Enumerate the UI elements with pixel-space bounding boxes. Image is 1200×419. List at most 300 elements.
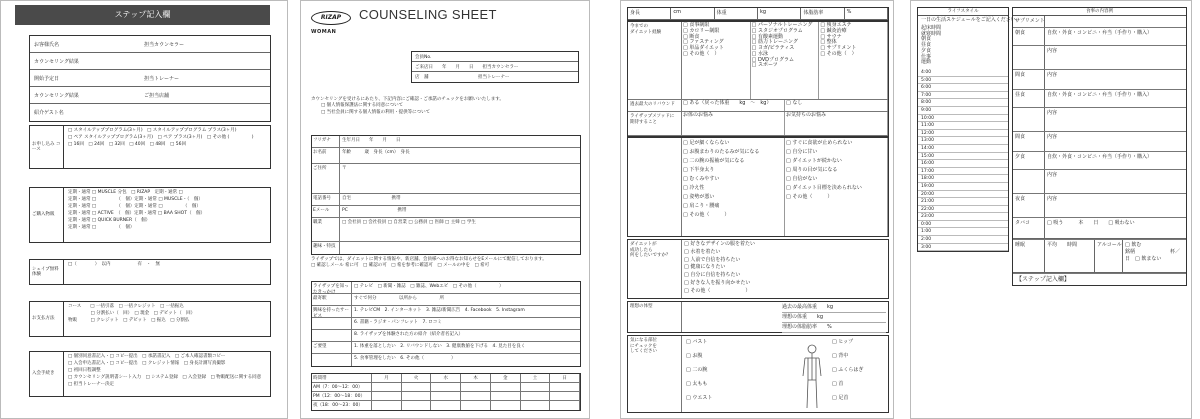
option-item: □ パーソナルトレーニング — [751, 22, 813, 28]
payment-line: コース □ 一括引落 □ 一括クレジット □ 一括振込 — [68, 304, 184, 309]
document-page-step-entry — [0, 0, 288, 419]
worries-group — [682, 138, 888, 236]
profile-label: お名前 — [312, 148, 340, 163]
survey-line: □ 確認しメール 希に可 □ 確認の可 □ 希を参考に確認可 □ メールの中を □ 希可 — [311, 263, 490, 269]
profile-label: 職業 — [312, 218, 340, 241]
lifestyle-item: 昼食 — [921, 42, 932, 48]
profile-row — [312, 194, 580, 206]
document-page-counseling-sheet — [300, 0, 590, 419]
question-row — [312, 342, 580, 354]
options-group — [682, 22, 888, 99]
schedule-cell — [461, 383, 491, 391]
profile-value: PC 携帯 — [342, 208, 407, 213]
option-item: □ 整体 — [820, 39, 837, 46]
option-item: □ ある（戻った体重 kg ～ kg） — [683, 100, 772, 106]
worry-item: □ 下半身太り — [683, 167, 715, 173]
meal-label — [1013, 46, 1045, 69]
footer-note: 【ステップ記入欄】 — [1016, 276, 1070, 283]
lifestyle-item: 運動 — [921, 59, 932, 66]
goal-item: □ 健康になりたい — [684, 264, 726, 271]
question-label — [312, 330, 352, 341]
meal-label: 夕食 — [1013, 152, 1045, 169]
visit-info-row: ご来店日 年 月 日 担当カウンセラー — [412, 62, 578, 72]
schedule-cell — [491, 392, 521, 400]
time-slot: 23:00 — [918, 213, 1008, 221]
worry-item: □ その他（ ） — [786, 194, 833, 200]
entry-check: □ カウンセリング説明書シート入力 □ システム登録 □ 入会登録 □ 物販配送に関する同意 — [68, 374, 262, 380]
schedule-header-cell: 木 — [461, 374, 491, 382]
lifestyle-item: 仕事 — [921, 53, 932, 60]
meal-label — [1013, 108, 1045, 131]
meal-value: 内容 — [1047, 72, 1058, 78]
purchase-line: 定期・通常 □ （ 個）定期・通常 □ （ 個） — [68, 203, 201, 209]
document-page-lifestyle — [910, 0, 1192, 419]
diet-row — [628, 22, 888, 100]
meal-row — [1013, 132, 1186, 152]
body-part-checkbox: □ ふくらはぎ — [832, 367, 864, 373]
options-column — [682, 100, 785, 111]
diet-row — [628, 112, 888, 136]
time-slot: 21:00 — [918, 198, 1008, 206]
worry-item: □ 二の腕の振袖が気になる — [683, 158, 745, 164]
body-part-checkbox: □ 首 — [832, 381, 844, 387]
section-label: お申し込み コース — [30, 126, 64, 168]
schedule-cell — [461, 392, 491, 400]
meal-value: 自炊・外食・コンビニ・弁当（手作り・購入） — [1047, 154, 1153, 160]
schedule-cell — [402, 383, 432, 391]
schedule-note: 一日の生活スケジュールをご記入ください。 — [921, 17, 1021, 23]
purchase-line: 定期・通常 □ QUICK BURNER（ 個） — [68, 217, 151, 223]
profile-value: 年齢 歳 身長（cm） 身長 — [342, 150, 410, 155]
worries-column — [785, 138, 888, 236]
page-title: COUNSELING SHEET — [359, 7, 497, 22]
meal-value — [1045, 16, 1186, 27]
time-slot: 6:00 — [918, 84, 1008, 92]
options-group — [682, 112, 888, 135]
schedule-cell — [550, 401, 580, 410]
question-label — [312, 318, 352, 329]
profile-row — [312, 206, 580, 218]
schedule-header-cell: 月 — [372, 374, 402, 382]
schedule-time: PM（12：00～18：00） — [312, 392, 372, 400]
form-label: カウンセリング結果 — [34, 92, 79, 99]
question-answer: 6. 書籍・ラジオ・パンフレット 7. ロコミ — [354, 320, 442, 325]
profile-label: Eメール — [312, 206, 340, 217]
worry-item: □ すぐに食欲が止められない — [786, 140, 853, 146]
option-item: □ ヨガ/ピラティス — [751, 45, 795, 51]
form-value: 担当トレーナー — [144, 75, 180, 82]
option-item: □ 断食 — [683, 33, 700, 40]
option-item: □ ファスティング — [683, 39, 724, 46]
schedule-cell — [491, 401, 521, 410]
time-slot: 4:00 — [918, 69, 1008, 77]
meal-row — [1013, 70, 1186, 90]
time-slot: 18:00 — [918, 175, 1008, 183]
schedule-row — [312, 401, 580, 410]
schedule-cell — [491, 383, 521, 391]
lifestyle-item: 就寝時間 — [921, 30, 942, 37]
section-header: 食事の内容例 — [1013, 8, 1186, 16]
body-silhouette-icon — [800, 344, 824, 410]
course-option: □ 16回 □ 24回 □ 32回 □ 40回 □ 48回 □ 56回 — [68, 141, 186, 147]
worry-item: □ 自分に甘い — [786, 149, 818, 155]
time-slot: 1:00 — [918, 228, 1008, 236]
section-label: 気になる部位 にチェックを してください — [628, 336, 682, 412]
schedule-cell — [372, 392, 402, 400]
meal-row — [1013, 90, 1186, 108]
intro-line: □ 個人情報保護法に関する同意について — [321, 103, 404, 109]
section-label: ダイエットが 成功したら 何をしたいですか？ — [628, 240, 682, 298]
schedule-header-cell: 水 — [431, 374, 461, 382]
page-title: ステップ記入欄 — [15, 5, 270, 25]
meal-label: 夜食 — [1013, 194, 1045, 217]
schedule-cell — [402, 392, 432, 400]
question-row — [312, 354, 580, 366]
lifestyle-item: 起床時間 — [921, 24, 942, 31]
document-page-diet-history — [620, 0, 894, 419]
goal-item: □ その他（ ） — [684, 287, 751, 294]
option-item: □ なし — [786, 100, 803, 106]
goals-table — [627, 239, 889, 299]
meal-value: 自炊・外食・コンビニ・弁当（手作り・購入） — [1047, 30, 1153, 36]
question-label: ご要望 — [312, 342, 352, 353]
option-item: □ その他（ ） — [683, 50, 720, 57]
schedule-row — [312, 392, 580, 401]
goal-item: □ 水着を着たい — [684, 248, 721, 255]
purchase-section — [29, 187, 271, 243]
schedule-time: 夜（18：00～23：00） — [312, 401, 372, 410]
shape-trial-section — [29, 259, 271, 285]
lifestyle-item: 朝食 — [921, 36, 932, 43]
schedule-header-row — [312, 374, 580, 383]
option-item: □ 痩身エステ — [820, 22, 852, 28]
form-label: 開始予定日 — [34, 75, 60, 82]
schedule-cell — [521, 383, 551, 391]
worry-item: □ 姿勢が悪い — [683, 194, 715, 200]
option-item: お気持ちのお悩み — [786, 112, 827, 118]
schedule-cell — [521, 392, 551, 400]
option-item: □ 鍼灸治療 — [820, 27, 847, 34]
entry-procedure-section — [29, 351, 271, 397]
time-slot: 19:00 — [918, 183, 1008, 191]
section-label: 過去最大のリバウンド — [628, 100, 682, 111]
body-part-checkbox: □ 足首 — [832, 395, 849, 401]
worry-item: □ 冷え性 — [683, 185, 705, 191]
time-slot: 11:00 — [918, 122, 1008, 130]
ideal-body-table — [627, 301, 889, 333]
question-answer: □ テレビ □ 新聞・雑誌 □ 雑誌、Webエビ □ その他（ ） — [354, 284, 504, 289]
purchase-line: 定期・通常 □ （ 個） — [68, 224, 135, 230]
profile-value — [340, 242, 580, 254]
question-row — [312, 330, 580, 342]
time-slot: 12:00 — [918, 130, 1008, 138]
time-slot: 9:00 — [918, 107, 1008, 115]
profile-value: 生年月日 年 月 日 — [342, 138, 401, 143]
profile-label: 趣味・特技 — [312, 242, 340, 254]
tobacco-label: タバコ — [1013, 218, 1045, 239]
worry-item: □ ダイエットが続かない — [786, 158, 842, 164]
purchase-line: 定期・通常 □ ACTIVE （ 個）定期・通常 □ BAA SHOT（ 個） — [68, 210, 205, 216]
meal-row — [1013, 194, 1186, 218]
mail-consent-text — [311, 257, 581, 270]
meal-label: 間食 — [1013, 70, 1045, 89]
time-slot: 2:00 — [918, 236, 1008, 244]
option-item: □ DVDプログラム — [751, 56, 794, 63]
worries-table — [627, 137, 889, 237]
payment-line: 物販 □ クレジット □ デビット □ 振込 □ 分割払 — [68, 317, 190, 323]
question-answer: 5. 食事管理をしたい 6. その他（ ） — [354, 356, 456, 361]
schedule-cell — [550, 392, 580, 400]
time-slot: 15:00 — [918, 153, 1008, 161]
meal-label — [1013, 170, 1045, 193]
measurement-cell: 体重 — [715, 8, 758, 20]
measurement-header — [627, 7, 889, 21]
section-label: 入会手続き — [30, 352, 64, 396]
diet-row — [628, 100, 888, 112]
customer-info-form — [29, 35, 271, 122]
rizap-logo: RIZAP — [311, 11, 351, 25]
ideal-row — [628, 302, 888, 332]
visit-info-row: 会員No. — [412, 52, 578, 62]
meal-row — [1013, 16, 1186, 28]
entry-check: □ 個別同意書記入・□ コピー提出 □ 承諾書記入 □ ご本人確認書類コピー — [68, 354, 226, 359]
time-slot: 0:00 — [918, 221, 1008, 229]
meal-label: 朝食 — [1013, 28, 1045, 45]
question-row — [312, 294, 580, 306]
ideal-values — [682, 302, 888, 332]
worry-item: □ むくみやすい — [683, 176, 720, 182]
worry-item: □ 自信がない — [786, 176, 818, 182]
payment-section — [29, 301, 271, 337]
time-slot: 3:00 — [918, 244, 1008, 252]
time-slot: 17:00 — [918, 168, 1008, 176]
options-column — [682, 112, 785, 135]
option-item: □ カロリー制限 — [683, 27, 720, 34]
course-section — [29, 125, 271, 169]
meal-label: サプリメント — [1013, 16, 1045, 27]
goal-item: □ 人前で自信を持ちたい — [684, 256, 741, 263]
meal-value: 内容 — [1047, 196, 1058, 202]
question-label: 最寄駅 — [312, 294, 352, 305]
option-item: □ 食事制限 — [683, 22, 710, 28]
time-slot: 22:00 — [918, 206, 1008, 214]
shape-line: □（ ） 以内 有 ・ 無 — [68, 262, 160, 267]
goals-list — [682, 240, 888, 298]
form-row — [30, 36, 270, 53]
alcohol-label: アルコール — [1095, 240, 1123, 273]
options-column — [682, 22, 751, 99]
body-part-checkbox: □ ヒップ — [832, 339, 854, 345]
meal-content-table — [1012, 7, 1187, 286]
options-group — [682, 100, 888, 111]
meal-value: 内容 — [1047, 110, 1058, 116]
form-row — [30, 104, 270, 121]
profile-value: □ 会社員 □ 会社役員 □ 自営業 □ 公務員 □ 医師 □ 主婦 □ 学生 — [342, 220, 476, 225]
worries-row — [628, 138, 888, 236]
schedule-cell — [431, 401, 461, 410]
schedule-cell — [550, 383, 580, 391]
worry-item: □ その他（ ） — [683, 212, 730, 218]
section-label: 今までの ダイエット経験 — [628, 22, 682, 99]
alcohol-value: □ 飲む 銘柄 杯／日 □ 飲まない — [1123, 240, 1186, 273]
measurement-cell: 身長 — [628, 8, 671, 20]
meal-value: 自炊・外食・コンビニ・弁当（手作り・購入） — [1047, 92, 1153, 98]
entry-check: □ 初回日程調整 — [68, 367, 101, 373]
worry-item: □ 周りの目が気になる — [786, 167, 838, 173]
options-column — [785, 112, 888, 135]
meal-row — [1013, 152, 1186, 170]
ideal-value: 理想の体脂肪率 % — [782, 323, 886, 333]
option-item: □ サウナ — [820, 33, 842, 40]
form-value: ご担当店舗 — [144, 92, 170, 99]
time-slot: 7:00 — [918, 92, 1008, 100]
body-part-checkbox: □ 太もも — [686, 381, 708, 387]
worries-column — [682, 138, 785, 236]
schedule-cell — [431, 392, 461, 400]
questionnaire-table — [311, 281, 581, 367]
profile-row — [312, 164, 580, 194]
question-row — [312, 306, 580, 318]
meal-value: 内容 — [1047, 172, 1058, 178]
form-label: 紹介ゲスト名 — [34, 110, 64, 116]
option-item: お体のお悩み — [683, 112, 714, 118]
measurement-cell: cm — [671, 8, 714, 20]
option-item: □ その他（ ） — [820, 50, 857, 57]
option-item: □ サプリメント — [820, 45, 857, 51]
schedule-header-cell: 時間帯 — [312, 374, 372, 382]
section-label — [628, 138, 682, 236]
time-slot: 5:00 — [918, 77, 1008, 85]
profile-row — [312, 148, 580, 164]
body-parts-table — [627, 335, 889, 413]
intro-text — [311, 97, 504, 116]
time-slot: 16:00 — [918, 160, 1008, 168]
measurement-cell: % — [845, 8, 888, 20]
profile-row — [312, 218, 580, 242]
profile-label: ご住所 — [312, 164, 340, 193]
page-subtitle: WOMAN — [311, 29, 337, 35]
worry-item: □ 肩こり・腰痛 — [683, 203, 720, 209]
ideal-value: 過去の最高体重 kg — [782, 303, 886, 313]
profile-label: 電話番号 — [312, 194, 340, 205]
sleep-value: 平均 時間 — [1045, 240, 1095, 273]
time-slot: 10:00 — [918, 115, 1008, 123]
form-row — [30, 87, 270, 104]
worry-item: □ お腹まわりのたるみが気になる — [683, 149, 760, 155]
option-item: □ 単品ダイエット — [683, 45, 724, 51]
question-label: 興味を持ったサービス — [312, 306, 352, 317]
meal-value: 内容 — [1047, 48, 1058, 54]
course-option: □ ペア スタイルアッププログラム(3ヶ月) □ ペア プラス(3ヶ月) □ その他 ( ) — [68, 134, 254, 140]
schedule-header-cell: 土 — [521, 374, 551, 382]
meal-row — [1013, 170, 1186, 194]
question-answer: すぐで何分 以所から 所 — [354, 296, 444, 301]
schedule-header-cell: 日 — [550, 374, 580, 382]
payment-line: □ 分割払い（ 回） □ 現金 □ デビット（ 回） — [68, 310, 196, 316]
meal-value: 内容 — [1047, 134, 1058, 140]
meal-label: 間食 — [1013, 132, 1045, 151]
options-column — [819, 22, 888, 99]
question-row — [312, 318, 580, 330]
measurement-cell: kg — [758, 8, 801, 20]
entry-check: □ 入会申込書記入・□ コピー提出 □ クレジット情報 □ 身長計測写真撮影 — [68, 360, 226, 366]
meal-row — [1013, 28, 1186, 46]
entry-check: □ 担当トレーナー決定 — [68, 381, 115, 387]
option-item: □ 筋力トレーニング — [751, 39, 798, 46]
meal-row — [1013, 108, 1186, 132]
profile-value: 〒 — [342, 166, 347, 171]
profile-table — [311, 135, 581, 255]
intro-line: □ 当社会員に関する個人情報の利用・提供等について — [321, 109, 431, 115]
worry-item: □ 足が細くならない — [683, 140, 730, 146]
time-slot: 8:00 — [918, 99, 1008, 107]
goal-item: □ 好きな人を振り向かせたい — [684, 279, 751, 286]
diet-experience-table — [627, 21, 889, 137]
body-part-checkbox: □ ウエスト — [686, 395, 713, 401]
section-label: シェイプ無料 体験 — [30, 260, 64, 284]
measurement-cell: 体脂肪率 — [801, 8, 844, 20]
option-item: □ 有酸素運動 — [751, 33, 783, 40]
meal-label: 昼食 — [1013, 90, 1045, 107]
profile-value: 自宅 携帯 — [342, 196, 401, 201]
visit-info-row: 店 舗 担当トレーナー — [415, 75, 510, 80]
body-part-checkbox: □ 背中 — [832, 353, 849, 359]
body-part-checkbox: □ バスト — [686, 339, 708, 345]
question-answer: 8. ライザップを体験された方の紹介（紹介者名記入） — [354, 332, 463, 337]
worry-item: □ ダイエット目標を決められない — [786, 185, 862, 191]
form-value: 担当カウンセラー — [144, 41, 185, 48]
options-column — [751, 22, 820, 99]
purchase-line: 定期・通常 □ MUSCLE 分包 □ RIZAP 定期・通常 □ — [68, 190, 183, 195]
schedule-table — [311, 373, 581, 411]
purchase-line: 定期・通常 □ （ 個）定期・通常 □ MUSCLE・（ 個） — [68, 196, 203, 202]
time-slot: 20:00 — [918, 191, 1008, 199]
section-label: ライザップメソッドに 期待すること — [628, 112, 682, 135]
meal-row — [1013, 46, 1186, 70]
sleep-label: 睡眠 — [1013, 240, 1045, 273]
profile-row — [312, 136, 580, 148]
visit-info-box — [411, 51, 579, 83]
lifestyle-item: 夕食 — [921, 47, 932, 54]
body-part-checkbox: □ 二の腕 — [686, 367, 708, 373]
profile-label: フリガナ — [312, 136, 340, 147]
profile-row — [312, 242, 580, 254]
schedule-cell — [461, 401, 491, 410]
tobacco-value: □ 吸う 本 日 □ 吸わない — [1045, 218, 1186, 239]
question-row — [312, 282, 580, 294]
goal-item: □ 自分に自信を持ちたい — [684, 272, 741, 278]
question-answer: 1. テレビCM 2. インターネット 3. 雑誌/新聞広告 4. Facebook 5. Instagram — [354, 308, 525, 313]
intro-line: カウンセリングを受けるにあたり、下記内容にご確認・ご承諾のチェックをお願いいたします。 — [311, 97, 504, 102]
schedule-cell — [372, 401, 402, 410]
option-item: □ 水泳 — [751, 50, 768, 57]
schedule-cell — [402, 401, 432, 410]
question-label: ライザップを知ったきっかけ — [312, 282, 352, 293]
options-column — [785, 100, 888, 111]
form-row — [30, 70, 270, 87]
body-part-checkbox: □ お腹 — [686, 353, 703, 359]
section-label: 理想の体型 — [628, 302, 682, 332]
question-label — [312, 354, 352, 366]
goals-row — [628, 240, 888, 298]
survey-line: ライザップでは、ダイエットに関する情報や、新店舗、会員様へのお得なお知らせをEメールにて配信しております。 — [311, 257, 547, 262]
schedule-cell — [521, 401, 551, 410]
question-answer: 1. 体重を落としたい 2. リバウンドしない 3. 健康数値を下げる 4. 見た目を良く — [354, 344, 526, 349]
time-slot: 13:00 — [918, 137, 1008, 145]
ideal-value: 理想の体重 kg — [782, 313, 886, 323]
schedule-cell — [372, 383, 402, 391]
goal-item: □ 好きなデザインの服を着たい — [684, 241, 755, 247]
